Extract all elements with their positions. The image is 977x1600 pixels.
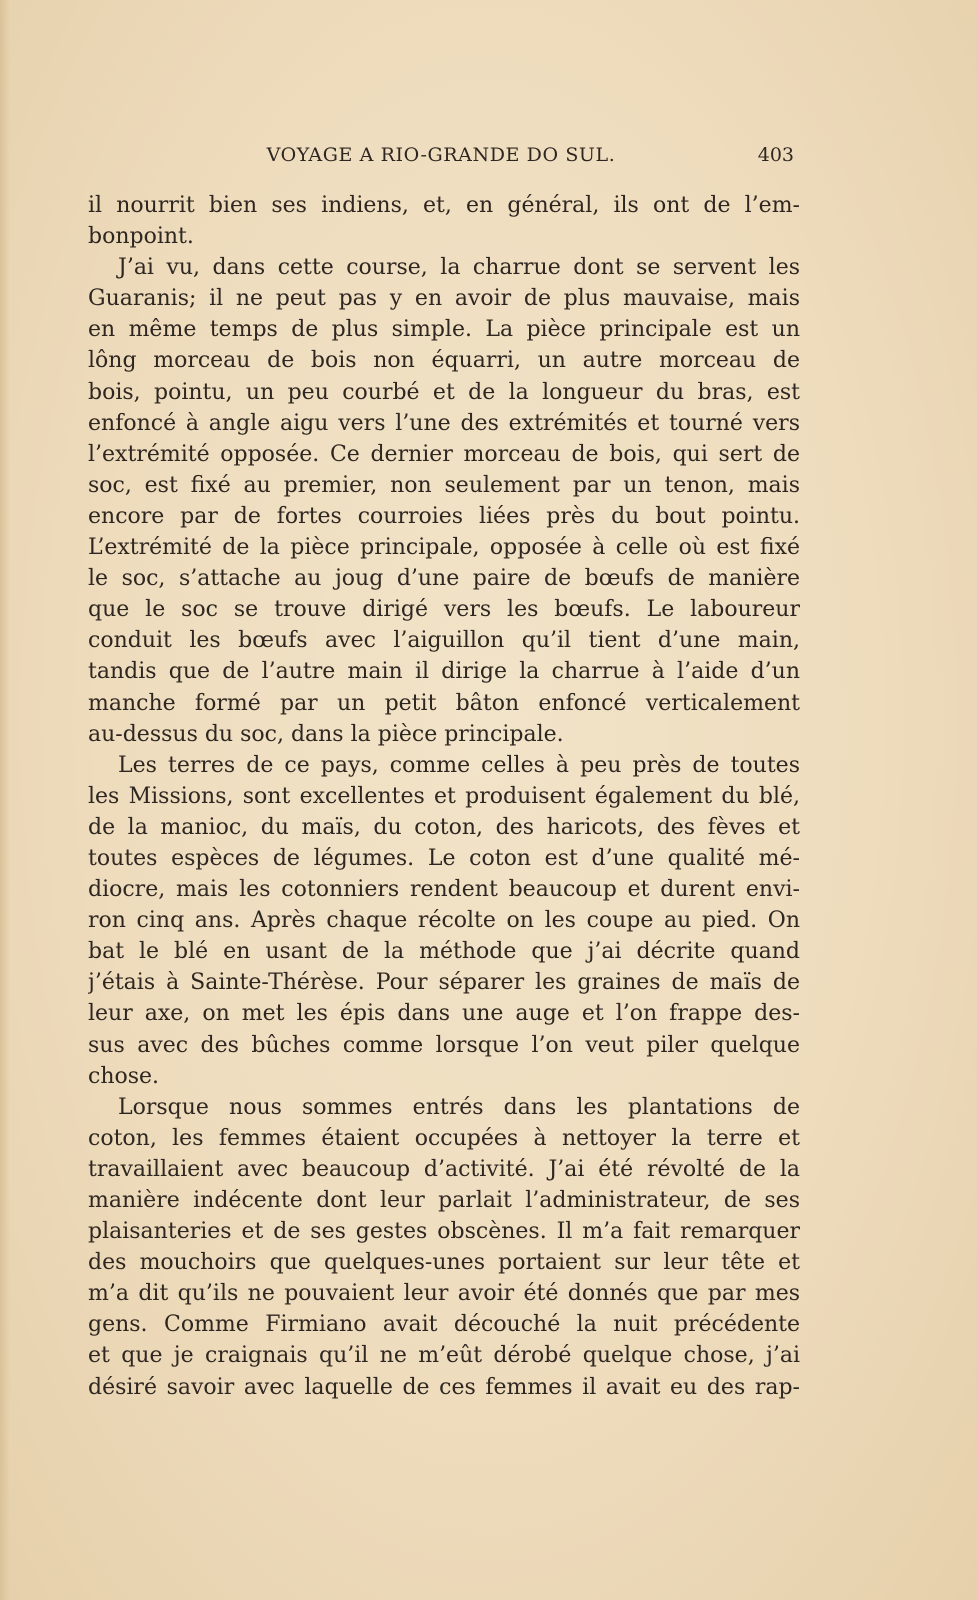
text-line: tandis que de l’autre main il dirige la charrue à l’aide d’un [88, 659, 800, 685]
text-line: il nourrit bien ses indiens, et, en général, ils ont de l’em- [88, 193, 800, 218]
text-line: bois, pointu, un peu courbé et de la longueur du bras, est [88, 379, 800, 405]
text-line: Guaranis; il ne peut pas y en avoir de plus mauvaise, mais [88, 286, 800, 312]
text-line: L’extrémité de la pièce principale, opposée à celle où est fixé [88, 535, 800, 561]
text-line: et que je craignais qu’il ne m’eût dérobé quelque chose, j’ai [88, 1343, 800, 1369]
running-title: VOYAGE A RIO-GRANDE DO SUL. [266, 144, 616, 166]
text-line: désiré savoir avec laquelle de ces femmes il avait eu des rap- [88, 1374, 800, 1400]
text-line: le soc, s’attache au joug d’une paire de bœufs de manière [88, 566, 800, 592]
text-line: bat le blé en usant de la méthode que j’ai décrite quand [88, 939, 800, 965]
text-line: conduit les bœufs avec l’aiguillon qu’il tient d’une main, [88, 628, 800, 654]
text-line: coton, les femmes étaient occupées à nettoyer la terre et [88, 1125, 800, 1151]
text-line: soc, est fixé au premier, non seulement par un tenon, mais [88, 472, 800, 498]
text-line: au-dessus du soc, dans la pièce principale. [88, 721, 564, 747]
text-line: chose. [88, 1063, 160, 1089]
text-line: toutes espèces de légumes. Le coton est d’une qualité mé- [88, 845, 800, 871]
running-head [88, 144, 794, 172]
text-line: manche formé par un petit bâton enfoncé verticalement [88, 690, 800, 716]
text-line: en même temps de plus simple. La pièce principale est un [88, 317, 800, 343]
text-line: les Missions, sont excellentes et produisent également du blé, [88, 783, 800, 809]
text-line: enfoncé à angle aigu vers l’une des extrémités et tourné vers [88, 410, 800, 436]
text-line: m’a dit qu’ils ne pouvaient leur avoir été donnés que par mes [88, 1281, 800, 1307]
text-line: que le soc se trouve dirigé vers les bœufs. Le laboureur [88, 597, 800, 623]
text-line: gens. Comme Firmiano avait découché la nuit précédente [88, 1312, 800, 1338]
text-line: travaillaient avec beaucoup d’activité. J’ai été révolté de la [88, 1156, 800, 1182]
paragraph-start-line: Lorsque nous sommes entrés dans les plantations de [118, 1094, 800, 1120]
text-line: de la manioc, du maïs, du coton, des haricots, des fèves et [88, 814, 800, 840]
text-line: bonpoint. [88, 224, 194, 250]
text-line: ron cinq ans. Après chaque récolte on les coupe au pied. On [88, 908, 800, 934]
text-line: manière indécente dont leur parlait l’administrateur, de ses [88, 1188, 800, 1213]
page-edge-shadow [0, 0, 10, 1600]
text-line: sus avec des bûches comme lorsque l’on veut piler quelque [88, 1032, 800, 1058]
text-line: des mouchoirs que quelques-unes portaient sur leur tête et [88, 1250, 800, 1276]
paragraph-start-line: J’ai vu, dans cette course, la charrue dont se servent les [118, 255, 800, 281]
text-line: diocre, mais les cotonniers rendent beaucoup et durent envi- [88, 877, 800, 903]
text-line: leur axe, on met les épis dans une auge et l’on frappe des- [88, 1001, 800, 1027]
text-line: j’étais à Sainte-Thérèse. Pour séparer les graines de maïs de [88, 970, 800, 996]
text-line: encore par de fortes courroies liées près du bout pointu. [88, 503, 800, 529]
paragraph-start-line: Les terres de ce pays, comme celles à peu près de toutes [118, 752, 800, 778]
page-number: 403 [757, 144, 794, 166]
text-line: lông morceau de bois non équarri, un autre morceau de [88, 348, 800, 374]
body-text [88, 190, 800, 1403]
text-line: plaisanteries et de ses gestes obscènes. Il m’a fait remarquer [88, 1219, 800, 1245]
text-line: l’extrémité opposée. Ce dernier morceau de bois, qui sert de [88, 441, 800, 467]
